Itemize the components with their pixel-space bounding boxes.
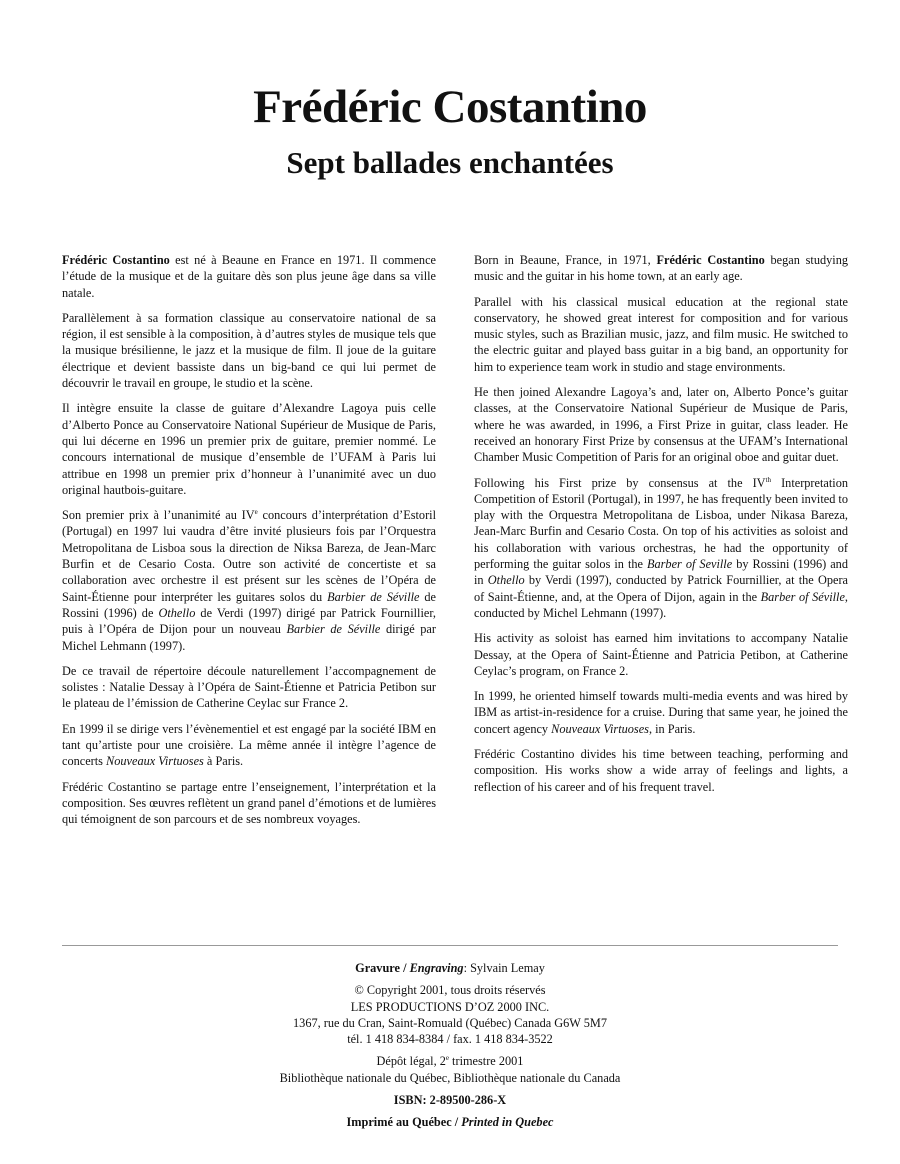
english-paragraph-3: He then joined Alexandre Lagoya’s and, later on, Alberto Ponce’s guitar classes, at the Conservatoire National Supérieur de Musique de Paris, where he was awarded, in 1996, a First Prize in guitar, class leader. He received an honorary First Prize by consensus at the UFAM’s International Chamber Music Competition of Paris for an original oboe and guitar duet. [474, 385, 848, 465]
composer-name: Frédéric Costantino [62, 253, 170, 267]
work-title: Othello [158, 605, 196, 620]
work-title: Barber of Séville [760, 589, 845, 604]
engraving-label-fr: Gravure [355, 961, 400, 975]
agency-name: Nouveaux Virtuoses [106, 754, 204, 769]
english-biography-column [474, 252, 848, 804]
paragraph-text: began studying music and the guitar in his home town, at an early age. [474, 253, 848, 284]
french-paragraph-4 [62, 507, 436, 654]
agency-name: Nouveaux Virtuoses [551, 721, 649, 736]
paragraph-text: Interpretation Competition of Estoril (Portugal), in 1997, he has frequently been invited to play with the Orquestra Metropolitana de Lisboa, under Nikasa Bareza, Jean-Marc Burfin and Cesario Costa. On top of his activities as soloist and his collaboration with various orchestras, he had the opportunity of performing the guitar solos in the [474, 475, 848, 572]
french-paragraph-5: De ce travail de répertoire découle naturellement l’accompagnement de solistes : Natalie Dessay à l’Opéra de Saint-Étienne et Patricia Petibon sur le plateau de l’émission de Catherine Ceylac sur France 2. [62, 663, 436, 711]
separator: / [400, 961, 410, 975]
superscript: th [765, 475, 772, 484]
printed-in [0, 1114, 900, 1130]
publisher-name: LES PRODUCTIONS D’OZ 2000 INC. [350, 999, 550, 1014]
paragraph-text: by Rossini (1996) and in [474, 557, 848, 588]
work-title: Barbier de Séville [327, 589, 420, 604]
paragraph-text: , conducted by Michel Lehmann (1997). [474, 589, 848, 620]
libraries-line: Bibliothèque nationale du Québec, Bibliothèque nationale du Canada [279, 1070, 621, 1085]
english-paragraph-5: His activity as soloist has earned him invitations to accompany Natalie Dessay, at the Opera of Saint-Étienne and Patricia Petibon, at Catherine Ceylac’s program, on France 2. [474, 631, 848, 678]
french-paragraph-2: Parallèlement à sa formation classique au conservatoire national de sa région, il est sensible à la composition, à d’autres styles de musique tels que la musique brésilienne, le jazz et la musique de film. Il joue de la guitare électrique et devient bassiste dans un big-band ce qui lui permet de découvrir le travail en groupe, le studio et la scène. [62, 310, 436, 391]
french-paragraph-7: Frédéric Costantino se partage entre l’enseignement, l’interprétation et la composition. Ses œuvres reflètent un grand panel d’émotions et de lumières qui témoignent de son parcours et de ses nombreux voyages. [62, 779, 436, 827]
isbn [0, 1092, 900, 1108]
work-title: Barbier de Séville [286, 622, 381, 637]
paragraph-text: Following his First prize by consensus at the IV [474, 475, 766, 490]
isbn-text: ISBN: 2-89500-286-X [393, 1093, 507, 1108]
paragraph-text: dirigé par Michel Lehmann (1997). [62, 622, 436, 653]
printed-fr: Imprimé au Québec [346, 1115, 452, 1130]
separator: / [451, 1115, 462, 1130]
superscript: e [254, 508, 258, 517]
printed-en: Printed in Quebec [461, 1115, 554, 1130]
paragraph-text: Son premier prix à l’unanimité au IV [62, 508, 255, 523]
page-title: Frédéric Costantino [253, 81, 647, 133]
legal-text: trimestre 2001 [448, 1054, 524, 1069]
work-title: Barber of Seville [646, 557, 733, 572]
paragraph-text: concours d’interprétation d’Estoril (Portugal) en 1997 lui vaudra d’être invité plusieurs fois par l’Orquestra Metropolitana de Lisboa sous la direction de Niksa Bareza, de Jean-Marc Burfin et de Cesario Costa. Outre son activité de concertiste et sa collaboration avec orchestre il est présent sur les scènes de l’Opéra de Saint-Étienne pour interpréter les guitares solos du [62, 508, 436, 604]
copyright-line: © Copyright 2001, tous droits réservés [354, 983, 546, 998]
colophon [0, 960, 900, 1131]
paragraph-text: , in Paris. [648, 721, 696, 736]
paragraph-text: à Paris. [203, 754, 244, 769]
english-paragraph-2: Parallel with his classical musical education at the regional state conservatory, he showed great interest for composition and for various music styles, such as Brazilian music, jazz, and film music. He switched to the electric guitar and played bass guitar in a big band, an opportunity for him to experience team work in studio and stage environments. [474, 294, 848, 374]
superscript: e [445, 1054, 449, 1063]
engraving-label-en: Engraving [409, 961, 464, 975]
legal-text: Dépôt légal, 2 [376, 1054, 446, 1069]
publisher-address: 1367, rue du Cran, Saint-Romuald (Québec) Canada G6W 5M7 [293, 1015, 607, 1030]
english-paragraph-6 [474, 688, 848, 737]
english-paragraph-4 [474, 475, 848, 622]
paragraph-text: by Verdi (1997), conducted by Patrick Fournillier, at the Opera of Saint-Étienne, and, at the Opera of Dijon, again in the [474, 573, 848, 604]
paragraph-text: Born in Beaune, France, in 1971, [474, 253, 657, 267]
french-paragraph-3: Il intègre ensuite la classe de guitare d’Alexandre Lagoya puis celle d’Alberto Ponce au Conservatoire National Supérieur de Musique de Paris, qui lui décerne en 1996 un premier prix de guitare, premier nommé. Le concours international de musique d’ensemble de l’UFAM à Paris lui attribue en 1998 un premier prix d’honneur à l’unanimité avec un duo original hautbois-guitare. [62, 401, 436, 497]
english-paragraph-7: Frédéric Costantino divides his time between teaching, performing and composition. His works show a wide array of feelings and lights, a reflection of his career and of his frequent travel. [474, 747, 848, 794]
paragraph-text: est né à Beaune en France en 1971. Il commence l’étude de la musique et de la guitare dès son plus jeune âge dans sa ville natale. [62, 253, 436, 300]
paragraph-text: In 1999, he oriented himself towards multi-media events and was hired by IBM as artist-in-residence for a cruise. During that same year, he joined the concert agency [474, 689, 848, 736]
engraving-credit [0, 960, 900, 976]
french-biography-column [62, 252, 436, 837]
publisher-phone: tél. 1 418 834-8384 / fax. 1 418 834-3522 [347, 1032, 553, 1047]
english-paragraph-1 [474, 252, 848, 285]
page-subtitle: Sept ballades enchantées [286, 145, 614, 180]
french-paragraph-6 [62, 721, 436, 770]
engraver-name: : Sylvain Lemay [463, 961, 545, 975]
paragraph-text: de Rossini (1996) de [62, 589, 436, 620]
composer-name: Frédéric Costantino [656, 253, 765, 267]
french-paragraph-1 [62, 252, 436, 301]
legal-deposit [0, 1053, 900, 1069]
footer-divider [62, 945, 838, 946]
paragraph-text: En 1999 il se dirige vers l’évènementiel et est engagé par la société IBM en tant qu’artiste pour une croisière. La même année il intègre l’agence de concerts [62, 721, 436, 769]
work-title: Othello [487, 573, 525, 588]
paragraph-text: de Verdi (1997) dirigé par Patrick Fournillier, puis à l’Opéra de Dijon pour un nouveau [62, 605, 437, 637]
